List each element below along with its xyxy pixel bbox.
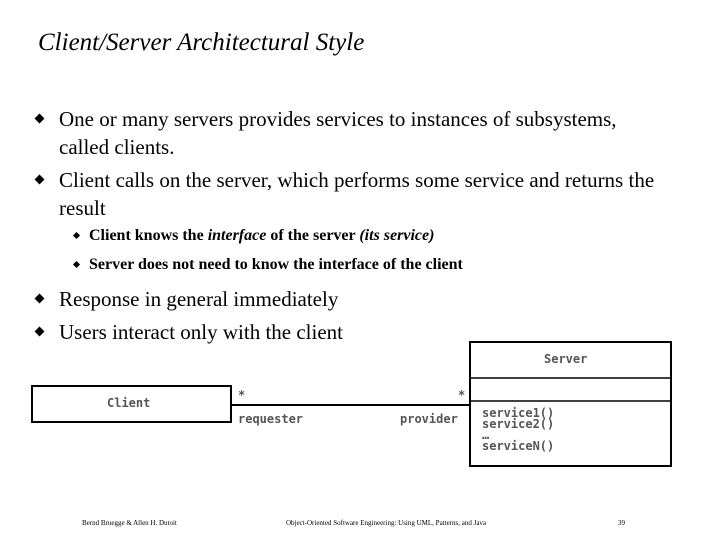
sub-bullet-1-text-a: Client knows the [89, 227, 208, 244]
sub-bullet-1-italic-b: (its service) [359, 227, 435, 244]
operation-item: service1() [482, 406, 555, 420]
bullet-1-text: One or many servers provides services to instances of subsystems, called clients. [59, 107, 617, 159]
client-multiplicity: * [238, 388, 246, 402]
operation-item: service2() [482, 417, 555, 431]
server-class-name: Server [544, 352, 588, 366]
sub-bullet-1-text-b: of the server [266, 227, 360, 244]
requester-role-label: requester [238, 412, 304, 426]
footer-book-title: Object-Oriented Software Engineering: Using UML, Patterns, and Java [286, 519, 487, 527]
sub-bullet-1-italic-a: interface [207, 227, 267, 244]
operation-item: … [482, 428, 490, 442]
bullet-2-text: Client calls on the server, which performs some service and returns the result [59, 168, 655, 220]
bullet-4-text: Users interact only with the client [59, 320, 344, 344]
slide-title: Client/Server Architectural Style [38, 29, 365, 56]
provider-role-label: provider [400, 412, 458, 426]
footer-page-number: 39 [618, 519, 625, 527]
operation-item: serviceN() [482, 439, 555, 453]
server-multiplicity: * [458, 388, 466, 402]
bullet-3-text: Response in general immediately [59, 287, 339, 311]
footer-authors: Bernd Bruegge & Allen H. Dutoit [82, 519, 177, 527]
client-class-name: Client [107, 396, 151, 410]
server-operations [482, 408, 554, 452]
sub-bullet-2-text: Server does not need to know the interface of the client [89, 256, 463, 273]
